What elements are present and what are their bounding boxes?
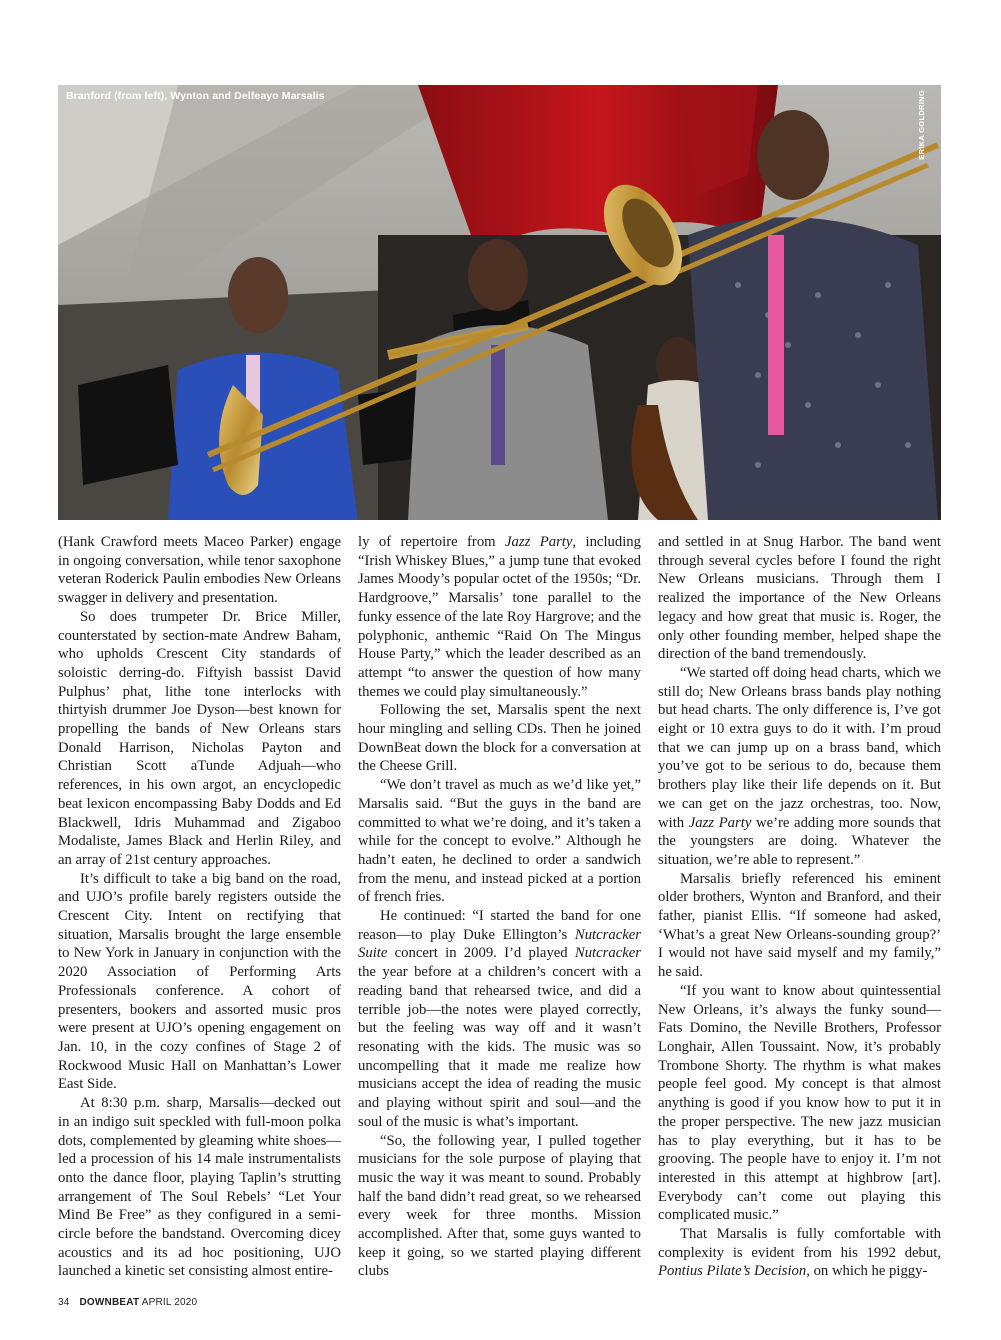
article-paragraph: (Hank Crawford meets Maceo Parker) engage in ongoing conversation, while tenor saxophone veteran Roderick Paulin embodies New Orleans swagger in delivery and presentation.: [58, 534, 341, 607]
article-paragraph: and settled in at Snug Harbor. The band went through several cycles before I found the right New Orleans musicians. Through them I realized the importance of the New Orleans legacy and how great that music is. Roger, the only other founding member, helped shape the direction of the band tremendously.: [658, 534, 941, 663]
text-run: , on which he piggy-: [806, 1263, 928, 1280]
article-paragraph: [358, 907, 641, 1131]
page-footer: [58, 1297, 197, 1308]
text-run: we’re adding more sounds that the youngsters are doing. Whatever the situation, we’re able to represent.”: [658, 814, 941, 868]
article-column-1: [58, 533, 341, 1281]
italic-title: Nutcracker: [574, 945, 641, 962]
article-paragraph: “We don’t travel as much as we’d like yet,” Marsalis said. “But the guys in the band are committed to what we’re doing, and it’s taken a while for the concept to evolve.” Although he hadn’t eaten, he declined to order a sandwich from the menu, and instead picked at a portion of french fries.: [358, 777, 641, 906]
text-run: ly of repertoire from: [358, 534, 506, 550]
text-run: , including “Irish Whiskey Blues,” a jump tune that evoked James Moody’s popular octet of the 1950s; “Dr. Hardgroove,” Marsalis’ tone parallel to the funky essence of the late Roy Hargrove; and the polyphonic, anthemic “Raid On The Mingus House Party,” which the leader described as an attempt “to answer the question of how many themes we could play simultaneously.”: [358, 534, 641, 700]
article-paragraph: So does trumpeter Dr. Brice Miller, counterstated by section-mate Andrew Baham, who upholds Crescent City standards of soloistic derring-do. Fiftyish bassist David Pulphus’ phat, lithe tone interlocks with thirtyish drummer Joe Dyson—best known for propelling the bands of New Orleans stars Donald Harrison, Nicholas Payton and Christian Scott aTunde Adjuah—who references, in his own argot, an encyclopedic beat lexicon encompassing Baby Dodds and Ed Blackwell, Idris Muhammad and Zigaboo Modaliste, James Black and Herlin Riley, and an array of 21st century approaches.: [58, 608, 341, 868]
article-paragraph: It’s difficult to take a big band on the road, and UJO’s profile barely registers outside the Crescent City. Intent on rectifying that situation, Marsalis brought the large ensemble to New York in January in conjunction with the 2020 Association of Performing Arts Professionals conference. A cohort of presenters, bookers and assorted music pros were present at UJO’s opening engagement on Jan. 10, in the cozy confines of Stage 2 of Rockwood Music Hall on Manhattan’s Lower East Side.: [58, 870, 341, 1093]
article-paragraph: At 8:30 p.m. sharp, Marsalis—decked out in an indigo suit speckled with full-moon polka dots, complemented by gleaming white shoes—led a procession of his 14 male instrumentalists onto the dance floor, playing Taplin’s strutting arrangement of The Soul Rebels’ “Let Your Mind Be Free” as they configured in a semi-circle before the bandstand. Overcoming dicey acoustics and its ad hoc positioning, UJO launched a kinetic set consisting almost entire-: [58, 1095, 341, 1280]
article-paragraph: [658, 1225, 941, 1281]
article-photo: [58, 85, 941, 520]
italic-title: Jazz Party: [505, 534, 573, 550]
article-column-2: [358, 533, 641, 1281]
text-run: That Marsalis is fully comfortable with complexity is evident from his 1992 debut,: [658, 1226, 941, 1261]
article-paragraph: [658, 664, 941, 870]
article-paragraph: “So, the following year, I pulled together musicians for the sole purpose of playing that music the way it was meant to sound. Probably half the band didn’t read great, so we rehearsed every week for three months. Mission accomplished. After that, some guys wanted to keep it going, so we started playing different clubs: [358, 1132, 641, 1280]
italic-title: Pontius Pilate’s Decision: [658, 1263, 807, 1280]
photo-credit: ERIKA GOLDRING: [917, 90, 926, 160]
italic-title: Jazz Party: [688, 814, 752, 831]
article-paragraph: “If you want to know about quintessential New Orleans, it’s always the funky sound—Fats Domino, the Neville Brothers, Professor Longhair, Allen Toussaint. Now, it’s probably Trombone Shorty. The rhythm is what makes people feel good. My concept is that almost anything is good if you know how to put it in the proper perspective. The new jazz musician has to play everything, but it has to be grooving. The people have to enjoy it. I’m not interested in this attempt at highbrow [art]. Everybody can’t come out playing this complicated music.”: [658, 982, 941, 1224]
photo-caption: Branford (from left), Wynton and Delfeayo Marsalis: [66, 90, 325, 102]
jazz-trio-photo: [58, 85, 941, 520]
article-paragraph: [358, 533, 641, 701]
text-run: He continued: “I started the band for one reason—to play Duke Ellington’s: [358, 908, 641, 943]
italic-title: Nutcracker Suite: [358, 926, 641, 962]
text-run: concert in 2009. I’d played: [387, 945, 575, 962]
issue-date: APRIL 2020: [141, 1297, 198, 1308]
magazine-name: DOWNBEAT: [79, 1297, 140, 1308]
article-paragraph: Following the set, Marsalis spent the next hour mingling and selling CDs. Then he joined DownBeat down the block for a conversation at the Cheese Grill.: [358, 702, 641, 775]
text-run: the year before at a children’s concert with a reading band that rehearsed twice, and did a terrible job—the notes were played correctly, but the feeling was way off and it wasn’t resonating with the kids. The music was so uncompelling that it made me realize how musicians accept the idea of reading the music and playing without spirit and soul—and the soul of the music is what’s important.: [358, 964, 641, 1130]
article-column-3: [658, 533, 941, 1281]
page-number: 34: [58, 1297, 70, 1308]
article-paragraph: Marsalis briefly referenced his eminent older brothers, Wynton and Branford, and their father, pianist Ellis. “If someone had asked, ‘What’s a great New Orleans-sounding group?’ I would not have said myself and my family,” he said.: [658, 870, 941, 981]
text-run: “We started off doing head charts, which we still do; New Orleans brass bands play nothing but head charts. The only difference is, I’ve got eight or 10 extra guys to do it with. I’m proud that we can jump up on a brass band, which you’ve got to be serious to do, because them brothers play like their life depends on it. But we can get on the jazz orchestras, too. Now, with: [658, 664, 941, 831]
